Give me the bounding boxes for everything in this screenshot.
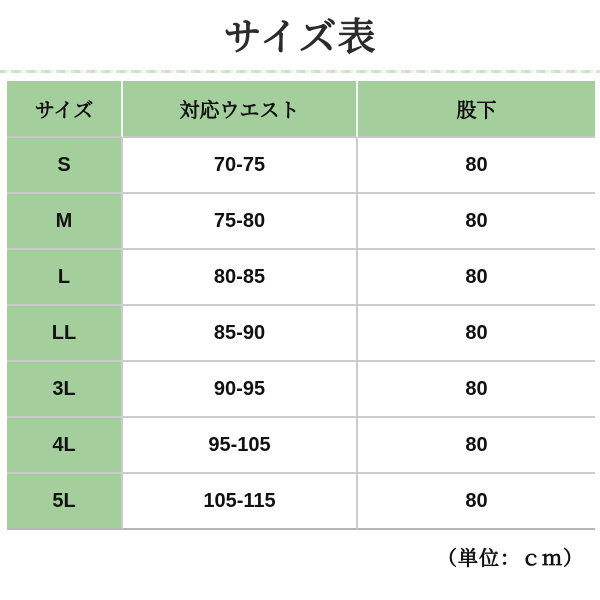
table-header-row	[7, 81, 595, 138]
size-table-body	[7, 138, 595, 530]
waist-cell: 85-90	[123, 306, 358, 362]
inseam-cell: 80	[358, 306, 595, 362]
table-row	[7, 418, 595, 474]
header-cell-1: 対応ウエスト	[123, 81, 358, 138]
inseam-cell: 80	[358, 250, 595, 306]
header-cell-0: サイズ	[7, 81, 123, 138]
table-row	[7, 250, 595, 306]
inseam-cell: 80	[358, 194, 595, 250]
table-row	[7, 306, 595, 362]
inseam-cell: 80	[358, 474, 595, 530]
unit-note: （単位：ｃｍ）	[437, 548, 584, 570]
size-cell: L	[7, 250, 123, 306]
size-cell: 3L	[7, 362, 123, 418]
waist-cell: 80-85	[123, 250, 358, 306]
inseam-cell: 80	[358, 418, 595, 474]
waist-cell: 105-115	[123, 474, 358, 530]
size-cell: M	[7, 194, 123, 250]
size-cell: LL	[7, 306, 123, 362]
size-cell: 4L	[7, 418, 123, 474]
inseam-cell: 80	[358, 138, 595, 194]
table-row	[7, 194, 595, 250]
size-table	[7, 81, 595, 530]
page-title: サイズ表	[223, 17, 377, 59]
waist-cell: 70-75	[123, 138, 358, 194]
divider-dotted-line	[0, 70, 600, 73]
table-row	[7, 362, 595, 418]
table-row	[7, 138, 595, 194]
size-cell: 5L	[7, 474, 123, 530]
waist-cell: 95-105	[123, 418, 358, 474]
waist-cell: 75-80	[123, 194, 358, 250]
inseam-cell: 80	[358, 362, 595, 418]
size-cell: S	[7, 138, 123, 194]
table-row	[7, 474, 595, 530]
waist-cell: 90-95	[123, 362, 358, 418]
header-cell-2: 股下	[358, 81, 595, 138]
